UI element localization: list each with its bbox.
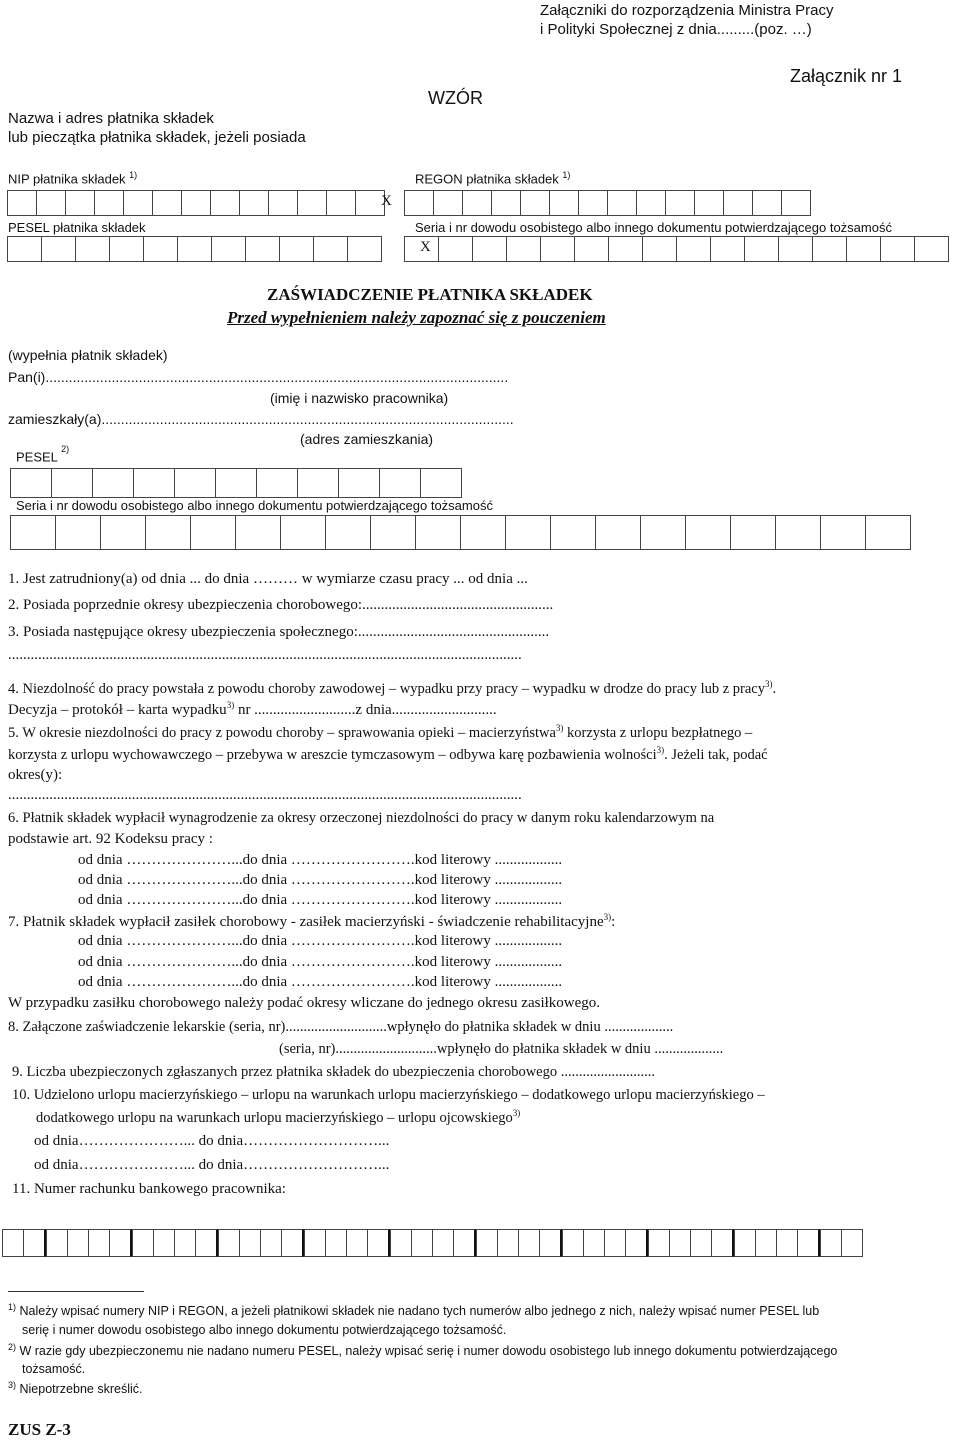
employee-name-line[interactable]: Pan(i)....................................................................................................................... bbox=[8, 369, 509, 385]
item-7-period-1[interactable]: od dnia …………………...do dnia …………………….kod literowy .................. bbox=[78, 933, 563, 949]
item-10-line-1: 10. Udzielono urlopu macierzyńskiego – urlopu na warunkach urlopu macierzyńskiego – dodatkowego urlopu macierzyńskiego – bbox=[12, 1087, 765, 1103]
regon-label: REGON płatnika składek $^{1)}$ bbox=[415, 170, 571, 187]
seria-payer-label: Seria i nr dowodu osobistego albo innego dokumentu potwierdzającego tożsamość bbox=[415, 220, 892, 235]
item-3: 3. Posiada następujące okresy ubezpieczenia społecznego:................................................... bbox=[8, 624, 550, 640]
footnote-divider bbox=[8, 1291, 144, 1292]
item-2: 2. Posiada poprzednie okresy ubezpieczenia chorobowego:................................................... bbox=[8, 597, 554, 613]
annex-number: Załącznik nr 1 bbox=[790, 66, 903, 86]
item-6-period-3[interactable]: od dnia …………………...do dnia …………………….kod literowy .................. bbox=[78, 892, 563, 908]
x-mark-pesel: X bbox=[420, 239, 431, 255]
nip-label: NIP płatnika składek $^{1)}$ bbox=[8, 170, 138, 187]
item-6-line-1: 6. Płatnik składek wypłacił wynagrodzenie za okresy orzeczonej niezdolności do pracy w danym roku kalendarzowym na bbox=[8, 810, 715, 826]
annex-line-1: Załączniki do rozporządzenia Ministra Pracy bbox=[540, 2, 834, 19]
x-mark-nip: X bbox=[381, 193, 392, 209]
item-6-period-1[interactable]: od dnia …………………...do dnia …………………….kod literowy .................. bbox=[78, 852, 563, 868]
item-9: 9. Liczba ubezpieczonych zgłaszanych przez płatnika składek do ubezpieczenia chorobowego .......................... bbox=[12, 1064, 655, 1080]
bank-account-boxes[interactable] bbox=[2, 1229, 863, 1257]
regon-boxes[interactable] bbox=[404, 190, 811, 216]
item-7-period-3[interactable]: od dnia …………………...do dnia …………………….kod literowy .................. bbox=[78, 974, 563, 990]
payer-name-label-2: lub pieczątka płatnika składek, jeżeli posiada bbox=[8, 129, 306, 146]
pesel-payer-boxes[interactable] bbox=[7, 236, 382, 262]
employee-pesel-label: PESEL $^{2)}$ bbox=[16, 444, 70, 465]
seria-payer-boxes[interactable] bbox=[404, 236, 949, 262]
employee-address-line[interactable]: zamieszkały(a).......................................................................................................... bbox=[8, 411, 514, 427]
item-3-continuation: ......................................................................................................................................... bbox=[8, 647, 522, 663]
fills-note: (wypełnia płatnik składek) bbox=[8, 347, 168, 363]
item-8-line-2: (seria, nr)............................wpłynęło do płatnika składek w dniu ................... bbox=[279, 1041, 724, 1057]
footnote-3: $^{3)}$ Niepotrzebne skreślić. bbox=[8, 1380, 143, 1397]
item-6-line-2: podstawie art. 92 Kodeksu pracy : bbox=[8, 831, 213, 847]
item-7-note: W przypadku zasiłku chorobowego należy podać okresy wliczane do jednego okresu zasiłkowego. bbox=[8, 995, 601, 1011]
employee-seria-boxes[interactable] bbox=[10, 515, 911, 550]
footnote-1-cont: serię i numer dowodu osobistego albo innego dokumentu potwierdzającego tożsamość. bbox=[22, 1323, 507, 1337]
item-5-line-1: 5. W okresie niezdolności do pracy z powodu choroby – sprawowania opieki – macierzyństwa$^{3)}$ korzysta z urlopu bezpłatnego – bbox=[8, 723, 753, 741]
item-8-line-1: 8. Załączone zaświadczenie lekarskie (seria, nr)............................wpłynęło do płatnika składek w dniu ................... bbox=[8, 1019, 674, 1035]
footnote-2-cont: tożsamość. bbox=[22, 1362, 86, 1376]
item-5-line-2: korzysta z urlopu wychowawczego – przebywa w areszcie tymczasowym – odbywa karę pozbawienia wolności$^{3)}$. Jeżeli tak, podać bbox=[8, 745, 768, 763]
nip-boxes[interactable] bbox=[7, 190, 385, 216]
employee-pesel-boxes[interactable] bbox=[10, 468, 462, 498]
page-title: ZAŚWIADCZENIE PŁATNIKA SKŁADEK bbox=[267, 285, 593, 304]
item-7-period-2[interactable]: od dnia …………………...do dnia …………………….kod literowy .................. bbox=[78, 954, 563, 970]
footnote-2: $^{2)}$ W razie gdy ubezpieczonemu nie nadano numeru PESEL, należy wpisać serię i numer dowodu osobistego lub innego dokumentu potwierdzającego bbox=[8, 1342, 838, 1359]
employee-seria-label: Seria i nr dowodu osobistego albo innego dokumentu potwierdzającego tożsamość bbox=[16, 498, 493, 513]
item-10-period-2[interactable]: od dnia…………………... do dnia………………………... bbox=[34, 1157, 390, 1173]
item-10-period-1[interactable]: od dnia…………………... do dnia………………………... bbox=[34, 1133, 390, 1149]
item-11: 11. Numer rachunku bankowego pracownika: bbox=[12, 1181, 286, 1197]
footnote-1: $^{1)}$ Należy wpisać numery NIP i REGON, a jeżeli płatnikowi składek nie nadano tych numerów albo jednego z nich, należy wpisać numer PESEL lub bbox=[8, 1302, 820, 1319]
page-subtitle: Przed wypełnieniem należy zapoznać się z pouczeniem bbox=[227, 308, 606, 327]
employee-name-hint: (imię i nazwisko pracownika) bbox=[270, 390, 449, 406]
item-5-line-3: okres(y): bbox=[8, 767, 63, 783]
item-5-line-4: ......................................................................................................................................... bbox=[8, 787, 522, 803]
item-6-period-2[interactable]: od dnia …………………...do dnia …………………….kod literowy .................. bbox=[78, 872, 563, 888]
item-4-line-1: 4. Niezdolność do pracy powstała z powodu choroby zawodowej – wypadku przy pracy – wypadku w drodze do pracy lub z pracy$^{3)}$. bbox=[8, 679, 777, 697]
item-1: 1. Jest zatrudniony(a) od dnia ... do dnia ……… w wymiarze czasu pracy ... od dnia ... bbox=[8, 571, 528, 587]
item-10-line-2: dodatkowego urlopu na warunkach urlopu macierzyńskiego – urlopu ojcowskiego$^{3)}$ bbox=[36, 1108, 521, 1126]
payer-name-label-1: Nazwa i adres płatnika składek bbox=[8, 110, 214, 127]
wzor-label: WZÓR bbox=[428, 88, 483, 108]
item-7: 7. Płatnik składek wypłacił zasiłek chorobowy - zasiłek macierzyński - świadczenie rehabilitacyjne$^{3)}$: bbox=[8, 912, 616, 930]
pesel-payer-label: PESEL płatnika składek bbox=[8, 220, 146, 235]
annex-line-2: i Polityki Społecznej z dnia.........(poz. …) bbox=[540, 21, 812, 38]
employee-address-hint: (adres zamieszkania) bbox=[300, 431, 434, 447]
form-code: ZUS Z-3 bbox=[8, 1420, 71, 1439]
item-4-line-2: Decyzja – protokół – karta wypadku$^{3)}$ nr ...........................z dnia............................ bbox=[8, 700, 497, 718]
